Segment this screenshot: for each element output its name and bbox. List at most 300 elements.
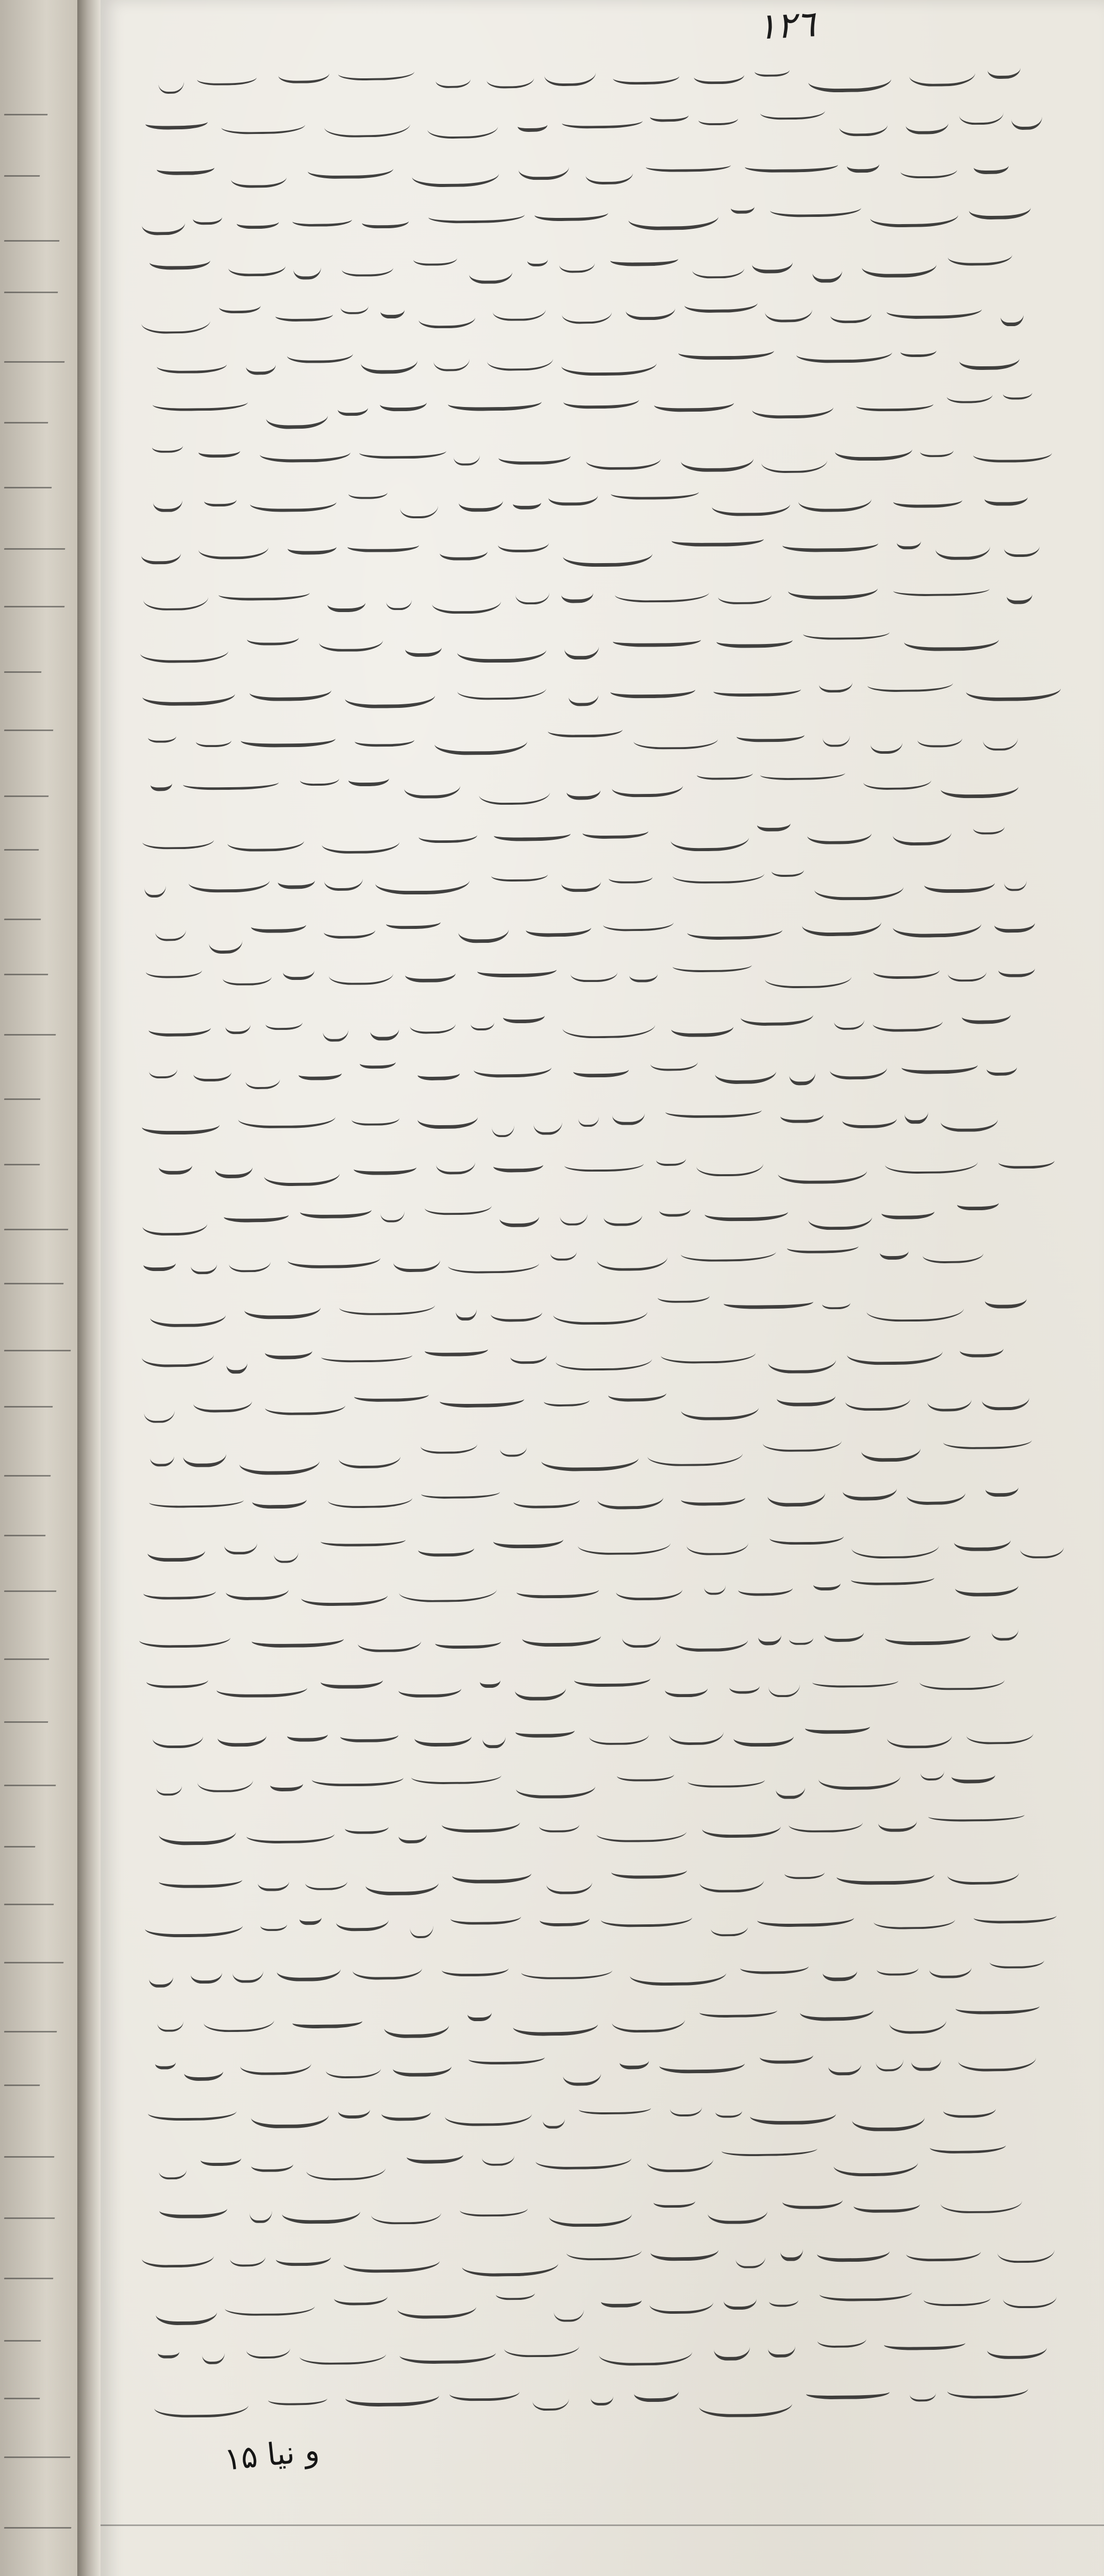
ink-stroke bbox=[697, 765, 754, 780]
ink-stroke bbox=[359, 442, 446, 459]
ink-stroke bbox=[425, 1195, 492, 1215]
adjacent-page-line bbox=[4, 2264, 55, 2279]
ink-stroke bbox=[148, 2100, 237, 2121]
ink-stroke bbox=[750, 2101, 837, 2125]
ink-stroke bbox=[566, 2239, 642, 2261]
ink-stroke bbox=[731, 198, 755, 214]
ink-stroke bbox=[1011, 100, 1042, 130]
ink-stroke bbox=[688, 1771, 765, 1788]
ink-stroke bbox=[434, 725, 527, 755]
ink-stroke bbox=[142, 828, 214, 849]
handwritten-line bbox=[129, 1655, 1081, 1708]
ink-stroke bbox=[812, 255, 842, 282]
ink-stroke bbox=[782, 533, 878, 552]
ink-stroke bbox=[144, 871, 166, 897]
ink-stroke bbox=[554, 2293, 584, 2322]
ink-stroke bbox=[550, 1241, 577, 1261]
ink-stroke bbox=[711, 1915, 748, 1937]
ink-stroke bbox=[447, 392, 542, 412]
ink-stroke bbox=[287, 1246, 380, 1269]
ink-stroke bbox=[458, 913, 509, 943]
adjacent-page-line bbox=[4, 2572, 62, 2576]
ink-stroke bbox=[768, 2332, 795, 2358]
ink-stroke bbox=[854, 2194, 921, 2213]
ink-stroke bbox=[200, 2149, 241, 2166]
ink-stroke bbox=[885, 1148, 978, 1174]
ink-stroke bbox=[947, 2378, 1028, 2399]
ink-stroke bbox=[324, 864, 363, 891]
ink-stroke bbox=[985, 1287, 1027, 1309]
ink-stroke bbox=[713, 681, 801, 697]
ink-stroke bbox=[539, 1815, 579, 1833]
handwritten-line bbox=[129, 2081, 1081, 2134]
ink-stroke bbox=[548, 720, 623, 738]
ink-stroke bbox=[522, 1623, 601, 1647]
ink-stroke bbox=[442, 1810, 520, 1833]
ink-stroke bbox=[1020, 1533, 1064, 1558]
ink-stroke bbox=[204, 492, 237, 506]
ink-stroke bbox=[150, 1300, 226, 1327]
ink-stroke bbox=[609, 869, 653, 883]
signature-divider bbox=[101, 2524, 1104, 2526]
ink-stroke bbox=[990, 1951, 1044, 1969]
handwritten-line bbox=[129, 517, 1081, 570]
ink-stroke bbox=[238, 1103, 336, 1128]
ink-stroke bbox=[654, 2193, 695, 2208]
ink-stroke bbox=[224, 1207, 289, 1223]
ink-stroke bbox=[992, 1616, 1018, 1641]
ink-stroke bbox=[798, 483, 872, 512]
ink-stroke bbox=[459, 487, 503, 512]
ink-stroke bbox=[493, 1156, 544, 1173]
adjacent-page-line bbox=[4, 1890, 56, 1905]
ink-stroke bbox=[191, 1959, 223, 1984]
adjacent-page-line bbox=[4, 2018, 59, 2032]
ink-stroke bbox=[380, 392, 427, 411]
ink-stroke bbox=[436, 67, 471, 88]
ink-stroke bbox=[515, 1673, 566, 1701]
ink-stroke bbox=[157, 353, 227, 374]
ink-stroke bbox=[329, 960, 393, 985]
ink-stroke bbox=[901, 1055, 978, 1074]
ink-stroke bbox=[527, 251, 548, 266]
adjacent-page-line bbox=[4, 2443, 72, 2458]
ink-stroke bbox=[671, 821, 749, 852]
ink-stroke bbox=[226, 1349, 247, 1374]
ink-stroke bbox=[893, 491, 962, 508]
ink-stroke bbox=[494, 825, 571, 841]
handwritten-line bbox=[129, 2365, 1081, 2421]
ink-stroke bbox=[617, 1766, 674, 1782]
adjacent-page-line bbox=[4, 278, 60, 293]
ink-stroke bbox=[258, 1869, 289, 1891]
handwritten-line bbox=[129, 1702, 1081, 1755]
ink-stroke bbox=[873, 1009, 943, 1032]
ink-stroke bbox=[487, 65, 534, 89]
ink-stroke bbox=[610, 250, 678, 266]
ink-stroke bbox=[287, 343, 353, 363]
ink-stroke bbox=[268, 2391, 327, 2405]
ink-stroke bbox=[867, 673, 953, 692]
ink-stroke bbox=[959, 345, 1019, 370]
ink-stroke bbox=[834, 1007, 864, 1030]
handwritten-line bbox=[129, 373, 1081, 431]
witness-signature bbox=[189, 2570, 295, 2576]
ink-stroke bbox=[334, 2286, 388, 2305]
ink-stroke bbox=[900, 343, 936, 358]
ink-stroke bbox=[287, 1725, 328, 1741]
ink-stroke bbox=[835, 436, 913, 461]
ink-stroke bbox=[386, 914, 441, 929]
ink-stroke bbox=[150, 1443, 175, 1466]
ink-stroke bbox=[513, 1489, 580, 1509]
ink-stroke bbox=[428, 205, 525, 224]
ink-stroke bbox=[681, 442, 754, 472]
ink-stroke bbox=[218, 1722, 267, 1747]
ink-stroke bbox=[598, 2336, 692, 2366]
ink-stroke bbox=[386, 587, 412, 610]
ink-stroke bbox=[818, 1760, 900, 1790]
ink-stroke bbox=[252, 1629, 344, 1648]
ink-stroke bbox=[141, 304, 211, 333]
ink-stroke bbox=[516, 1581, 599, 1599]
ink-stroke bbox=[339, 1294, 435, 1315]
ink-stroke bbox=[251, 916, 306, 934]
ink-stroke bbox=[615, 1577, 682, 1601]
ink-stroke bbox=[321, 1532, 406, 1547]
handwritten-line bbox=[129, 279, 1081, 335]
ink-stroke bbox=[239, 1444, 320, 1475]
ink-stroke bbox=[142, 208, 186, 235]
ink-stroke bbox=[573, 1060, 629, 1078]
ink-stroke bbox=[240, 2050, 311, 2076]
ink-stroke bbox=[308, 157, 393, 179]
ink-stroke bbox=[1003, 384, 1033, 400]
ink-stroke bbox=[338, 62, 415, 81]
ink-stroke bbox=[397, 2293, 476, 2319]
ink-stroke bbox=[833, 2146, 918, 2177]
ink-stroke bbox=[885, 1624, 971, 1646]
ink-stroke bbox=[487, 345, 553, 371]
ink-stroke bbox=[544, 56, 596, 86]
ink-stroke bbox=[928, 1807, 1025, 1822]
ink-stroke bbox=[601, 2291, 642, 2308]
handwritten-line bbox=[129, 707, 1081, 760]
witness-signature bbox=[705, 2570, 826, 2576]
ink-stroke bbox=[808, 1201, 872, 1230]
ink-stroke bbox=[411, 1765, 501, 1785]
ink-stroke bbox=[561, 298, 612, 324]
ink-stroke bbox=[930, 2136, 1006, 2154]
ink-stroke bbox=[421, 1484, 500, 1499]
ink-stroke bbox=[224, 1529, 257, 1554]
ink-stroke bbox=[543, 2106, 565, 2128]
adjacent-page-line bbox=[4, 409, 50, 423]
ink-stroke bbox=[612, 2004, 685, 2033]
ink-stroke bbox=[822, 1295, 851, 1310]
handwritten-line bbox=[129, 2126, 1081, 2186]
ink-stroke bbox=[141, 539, 181, 564]
ink-stroke bbox=[448, 1251, 539, 1274]
ink-stroke bbox=[699, 2387, 792, 2417]
ink-stroke bbox=[348, 484, 388, 499]
ink-stroke bbox=[959, 98, 1003, 125]
ink-stroke bbox=[745, 156, 838, 173]
ink-stroke bbox=[763, 1428, 842, 1452]
ink-stroke bbox=[473, 1056, 551, 1078]
ink-stroke bbox=[611, 483, 699, 500]
ink-stroke bbox=[500, 1436, 527, 1457]
ink-stroke bbox=[812, 1672, 898, 1687]
ink-stroke bbox=[768, 1669, 800, 1697]
ink-stroke bbox=[300, 1200, 372, 1219]
ink-stroke bbox=[758, 1622, 782, 1645]
ink-stroke bbox=[460, 2199, 528, 2217]
ink-stroke bbox=[670, 2096, 702, 2117]
witness-signature bbox=[840, 2569, 944, 2576]
handwritten-line bbox=[129, 1750, 1081, 1803]
adjacent-page-line bbox=[4, 1021, 58, 1036]
adjacent-page-line bbox=[4, 162, 42, 177]
ink-stroke bbox=[245, 1066, 280, 1089]
ink-stroke bbox=[684, 292, 758, 313]
ink-stroke bbox=[518, 151, 570, 180]
ink-stroke bbox=[633, 727, 718, 750]
ink-stroke bbox=[718, 583, 772, 604]
adjacent-page-line bbox=[4, 836, 41, 851]
ink-stroke bbox=[491, 1110, 514, 1137]
ink-stroke bbox=[613, 66, 680, 85]
ink-stroke bbox=[608, 1383, 666, 1402]
ink-stroke bbox=[142, 1209, 208, 1236]
handwritten-line bbox=[129, 800, 1081, 857]
ink-stroke bbox=[647, 2144, 713, 2173]
adjacent-page-line bbox=[4, 905, 43, 920]
ink-stroke bbox=[232, 1956, 263, 1982]
adjacent-page-line bbox=[4, 716, 55, 731]
ink-stroke bbox=[702, 1812, 781, 1838]
ink-stroke bbox=[929, 1954, 972, 1978]
ink-stroke bbox=[796, 340, 892, 363]
handwritten-line bbox=[129, 1226, 1081, 1284]
ink-stroke bbox=[312, 1767, 404, 1787]
ink-stroke bbox=[450, 1907, 521, 1925]
ink-stroke bbox=[433, 344, 470, 371]
adjacent-page-line bbox=[4, 2327, 43, 2342]
adjacent-page-line bbox=[4, 2143, 56, 2158]
ink-stroke bbox=[824, 1621, 864, 1642]
ink-stroke bbox=[622, 1620, 661, 1648]
handwritten-line bbox=[129, 423, 1081, 476]
ink-stroke bbox=[817, 2329, 866, 2348]
ink-stroke bbox=[467, 2002, 492, 2021]
ink-stroke bbox=[966, 1720, 1033, 1744]
ink-stroke bbox=[427, 112, 498, 139]
ink-stroke bbox=[413, 249, 457, 265]
ink-stroke bbox=[498, 532, 549, 553]
ink-stroke bbox=[456, 1295, 477, 1321]
ink-stroke bbox=[672, 530, 764, 547]
ink-stroke bbox=[229, 2245, 265, 2267]
ink-stroke bbox=[371, 2199, 441, 2225]
adjacent-page-line bbox=[4, 1336, 73, 1351]
ink-stroke bbox=[323, 1013, 349, 1042]
ink-stroke bbox=[681, 1241, 777, 1262]
ink-stroke bbox=[229, 1249, 271, 1272]
ink-stroke bbox=[780, 1104, 824, 1123]
ink-stroke bbox=[740, 1957, 809, 1974]
ink-stroke bbox=[941, 773, 1018, 798]
ink-stroke bbox=[559, 1198, 588, 1226]
ink-stroke bbox=[776, 1773, 805, 1799]
ink-stroke bbox=[998, 958, 1035, 978]
ink-stroke bbox=[517, 116, 547, 132]
ink-stroke bbox=[760, 2045, 813, 2064]
ink-stroke bbox=[225, 1013, 250, 1035]
ink-stroke bbox=[342, 257, 393, 277]
ink-stroke bbox=[278, 61, 329, 83]
adjacent-page-line bbox=[4, 2204, 57, 2219]
ink-stroke bbox=[578, 1529, 671, 1555]
handwritten-line bbox=[129, 1844, 1081, 1899]
adjacent-page-line bbox=[4, 1269, 65, 1284]
ink-stroke bbox=[563, 538, 653, 567]
ink-stroke bbox=[452, 1861, 531, 1884]
ink-stroke bbox=[917, 727, 963, 748]
ink-stroke bbox=[393, 2054, 452, 2077]
ink-stroke bbox=[145, 113, 208, 130]
ink-stroke bbox=[469, 258, 513, 284]
ink-stroke bbox=[626, 294, 675, 320]
ink-stroke bbox=[613, 632, 701, 648]
ink-stroke bbox=[244, 1294, 321, 1319]
ink-stroke bbox=[515, 578, 549, 604]
ink-stroke bbox=[398, 1823, 427, 1843]
ink-stroke bbox=[215, 1154, 253, 1178]
ink-stroke bbox=[158, 2343, 180, 2359]
ink-stroke bbox=[159, 2157, 187, 2179]
ink-stroke bbox=[893, 581, 990, 596]
ink-stroke bbox=[905, 1097, 928, 1124]
ink-stroke bbox=[237, 214, 279, 229]
ink-stroke bbox=[924, 2289, 991, 2307]
ink-stroke bbox=[319, 626, 383, 652]
ink-stroke bbox=[1003, 2283, 1057, 2309]
ink-stroke bbox=[252, 1488, 307, 1509]
ink-stroke bbox=[699, 1866, 764, 1892]
ink-stroke bbox=[661, 1341, 756, 1364]
ink-stroke bbox=[418, 1538, 474, 1557]
ink-stroke bbox=[871, 728, 902, 754]
ink-stroke bbox=[526, 917, 591, 937]
handwritten-line bbox=[129, 1275, 1081, 1330]
ink-stroke bbox=[671, 1014, 733, 1037]
ink-stroke bbox=[947, 1858, 1019, 1885]
ink-stroke bbox=[985, 1476, 1019, 1497]
ink-stroke bbox=[561, 869, 600, 892]
ink-stroke bbox=[789, 1811, 863, 1833]
ink-stroke bbox=[900, 159, 957, 178]
ink-stroke bbox=[712, 490, 791, 516]
ink-stroke bbox=[943, 2098, 996, 2117]
ink-stroke bbox=[714, 2330, 750, 2360]
ink-stroke bbox=[399, 2340, 496, 2364]
ink-stroke bbox=[681, 1393, 759, 1421]
ink-stroke bbox=[300, 770, 339, 786]
adjacent-page-line bbox=[4, 1085, 42, 1100]
ink-stroke bbox=[324, 108, 410, 138]
ink-stroke bbox=[143, 1395, 175, 1423]
ink-stroke bbox=[669, 1716, 724, 1745]
ink-stroke bbox=[907, 1479, 966, 1505]
ink-stroke bbox=[987, 2334, 1047, 2359]
ink-stroke bbox=[808, 63, 892, 93]
ink-stroke bbox=[159, 1154, 193, 1175]
ink-stroke bbox=[566, 778, 600, 800]
ink-stroke bbox=[260, 440, 350, 463]
ink-stroke bbox=[947, 242, 1012, 265]
ink-stroke bbox=[480, 1671, 500, 1688]
ink-stroke bbox=[673, 957, 752, 972]
ink-stroke bbox=[409, 1011, 456, 1034]
ink-stroke bbox=[646, 158, 731, 173]
ink-stroke bbox=[807, 820, 872, 844]
ink-stroke bbox=[819, 670, 853, 693]
ink-stroke bbox=[354, 1158, 417, 1175]
adjacent-page-line bbox=[4, 1833, 37, 1848]
ink-stroke bbox=[856, 396, 934, 412]
ink-stroke bbox=[628, 200, 718, 230]
ink-stroke bbox=[696, 1148, 763, 1176]
ink-stroke bbox=[757, 1907, 854, 1927]
ink-stroke bbox=[877, 1959, 918, 1976]
ink-stroke bbox=[436, 1147, 475, 1175]
adjacent-page-line bbox=[4, 1521, 47, 1536]
ink-stroke bbox=[823, 1958, 857, 1981]
ink-stroke bbox=[782, 2190, 843, 2210]
ink-stroke bbox=[338, 398, 368, 416]
ink-stroke bbox=[359, 1054, 396, 1069]
ink-stroke bbox=[910, 2382, 936, 2402]
ink-stroke bbox=[596, 1241, 667, 1271]
ink-stroke bbox=[880, 1241, 909, 1260]
ink-stroke bbox=[615, 581, 710, 602]
ink-stroke bbox=[924, 871, 995, 893]
ink-stroke bbox=[596, 1819, 687, 1842]
ink-stroke bbox=[851, 1530, 940, 1558]
ink-stroke bbox=[943, 1430, 1032, 1449]
ink-stroke bbox=[665, 1101, 762, 1118]
ink-stroke bbox=[393, 1245, 440, 1272]
ink-stroke bbox=[250, 490, 337, 512]
ink-stroke bbox=[380, 1197, 405, 1222]
ink-stroke bbox=[951, 1765, 995, 1784]
ink-stroke bbox=[412, 158, 499, 188]
ink-stroke bbox=[534, 204, 608, 222]
ink-stroke bbox=[861, 1432, 921, 1462]
ink-stroke bbox=[597, 1483, 663, 1510]
ink-stroke bbox=[813, 1574, 841, 1590]
ink-stroke bbox=[292, 2013, 363, 2029]
ink-stroke bbox=[699, 2002, 778, 2018]
ink-stroke bbox=[767, 1343, 836, 1374]
ink-stroke bbox=[715, 1056, 776, 1084]
ink-stroke bbox=[799, 1997, 873, 2022]
ink-stroke bbox=[772, 861, 804, 877]
ink-stroke bbox=[153, 486, 182, 512]
ink-stroke bbox=[788, 575, 878, 600]
ink-stroke bbox=[968, 194, 1031, 219]
